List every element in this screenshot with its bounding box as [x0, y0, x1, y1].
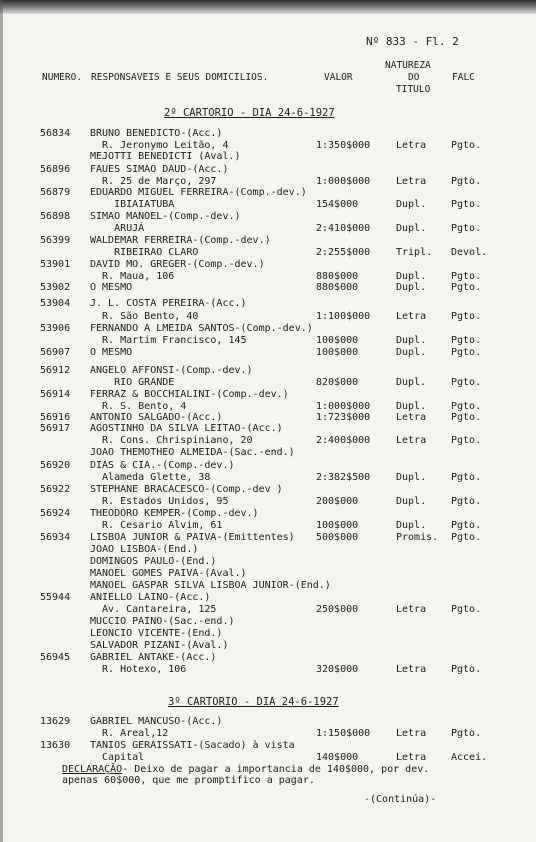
row-name: ANTONIO SALGADO-(Acc.) [90, 412, 223, 423]
row-name: BRUNO BENEDICTO-(Acc.) [90, 128, 223, 139]
row-natureza: Dupl. [396, 377, 427, 388]
row-name: R. Martim Francisco, 145 [90, 335, 247, 346]
row-falc: Pgto. [451, 223, 482, 234]
row-valor: 1:723$000 [316, 412, 371, 423]
row-name: STEPHANE BRACACESCO-(Comp.-dev ) [90, 484, 283, 495]
row-falc: Pgto. [451, 520, 482, 531]
row-falc: Pgto. [451, 472, 482, 483]
row-name: R. Areal,12 [90, 728, 169, 739]
row-natureza: Dupl. [396, 282, 427, 293]
row-number: 53902 [40, 282, 71, 293]
row-number: 56912 [40, 365, 71, 376]
row-name: DAVID MO. GREGER-(Comp.-dev.) [90, 259, 265, 270]
row-name: R. Cesario Alvim, 61 [90, 520, 223, 531]
row-name: J. L. COSTA PEREIRA-(Acc.) [90, 298, 247, 309]
row-valor: 1:100$000 [316, 311, 371, 322]
row-name: DOMINGOS PAULO-(End.) [90, 556, 217, 567]
row-number: 56934 [40, 532, 71, 543]
header-valor: VALOR [324, 72, 353, 83]
declaration-line-1 [62, 764, 429, 775]
row-name: R. Maua, 106 [90, 271, 175, 282]
row-name: ANGELO AFFONSI-(Comp.-dev.) [90, 365, 253, 376]
row-valor: 1:150$000 [316, 728, 371, 739]
row-valor: 154$000 [316, 199, 359, 210]
row-number: 56898 [40, 211, 71, 222]
row-natureza: Letra [396, 728, 427, 739]
header-do: DO [408, 72, 420, 83]
row-falc: Pgto. [451, 140, 482, 151]
row-name: R. 25 de Março, 297 [90, 176, 217, 187]
row-natureza: Dupl. [396, 520, 427, 531]
row-name: O MESMO [90, 347, 133, 358]
section-title-3-cartorio: 3º CARTORIO - DIA 24-6-1927 [168, 696, 339, 708]
row-number: 56924 [40, 508, 71, 519]
row-natureza: Letra [396, 752, 427, 763]
section-title-2-cartorio: 2º CARTORIO - DIA 24-6-1927 [164, 107, 335, 119]
row-valor: 2:410$000 [316, 223, 371, 234]
row-valor: 200$000 [316, 496, 359, 507]
row-number: 56914 [40, 389, 71, 400]
declaration-label: DECLARAÇÃO [62, 764, 123, 775]
row-name: ARUJÁ [90, 223, 145, 234]
row-falc: Devol. [451, 247, 488, 258]
row-name: LEONCIO VICENTE-(End.) [90, 628, 223, 639]
row-natureza: Promis. [396, 532, 439, 543]
row-number: 56399 [40, 235, 71, 246]
row-natureza: Letra [396, 412, 427, 423]
row-valor: 100$000 [316, 347, 359, 358]
row-name: RIBEIRAO CLARO [90, 247, 199, 258]
row-name: MANOEL GOMES PAIVA-(Aval.) [90, 568, 247, 579]
row-falc: Pgto. [451, 282, 482, 293]
row-name: R. Estados Unidos, 95 [90, 496, 229, 507]
row-falc: Pgto. [451, 532, 482, 543]
row-name: EDUARDO MIGUEL FERREIRA-(Comp.-dev.) [90, 187, 307, 198]
row-name: R. Hotexo, 106 [90, 664, 187, 675]
row-number: 56917 [40, 423, 71, 434]
row-falc: Pgto. [451, 604, 482, 615]
row-valor: 1:000$000 [316, 401, 371, 412]
row-name: LISBOA JUNIOR & PAIVA-(Emittentes) [90, 532, 295, 543]
row-falc: Pgto. [451, 412, 482, 423]
row-name: DIAS & CIA.-(Comp.-dev.) [90, 460, 235, 471]
row-falc: Pgto. [451, 335, 482, 346]
row-natureza: Tripl. [396, 247, 433, 258]
row-natureza: Dupl. [396, 199, 427, 210]
row-falc: Pgto. [451, 377, 482, 388]
row-falc: Pgto. [451, 401, 482, 412]
row-name: FAUES SIMAO DAUD-(Acc.) [90, 164, 229, 175]
header-titulo: TITULO [396, 84, 431, 95]
row-natureza: Letra [396, 176, 427, 187]
row-valor: 250$000 [316, 604, 359, 615]
row-name: ANIELLO LAINO-(Acc.) [90, 592, 211, 603]
row-natureza: Letra [396, 311, 427, 322]
row-valor: 880$000 [316, 282, 359, 293]
scan-top-edge [0, 0, 536, 14]
row-falc: Accei. [451, 752, 488, 763]
row-name: RIO GRANDE [90, 377, 175, 388]
row-number: 56907 [40, 347, 71, 358]
declaration-line-2: apenas 60$000, que me promptifico a pagar. [62, 775, 315, 786]
row-number: 13630 [40, 740, 71, 751]
row-number: 56879 [40, 187, 71, 198]
row-number: 53904 [40, 298, 71, 309]
row-number: 56916 [40, 412, 71, 423]
row-valor: 1:000$000 [316, 176, 371, 187]
row-valor: 880$000 [316, 271, 359, 282]
row-falc: Pgto. [451, 728, 482, 739]
row-name: GABRIEL MANCUSO-(Acc.) [90, 716, 223, 727]
row-name: R. São Bento, 40 [90, 311, 199, 322]
row-number: 55944 [40, 592, 71, 603]
row-natureza: Dupl. [396, 496, 427, 507]
row-valor: 2:255$000 [316, 247, 371, 258]
row-name: FERNANDO A LMEIDA SANTOS-(Comp.-dev.) [90, 323, 313, 334]
row-natureza: Dupl. [396, 271, 427, 282]
row-falc: Pgto. [451, 199, 482, 210]
row-natureza: Dupl. [396, 401, 427, 412]
row-number: 56920 [40, 460, 71, 471]
row-valor: 100$000 [316, 335, 359, 346]
declaration-text-1: - Deixo de pagar a importancia de 140$000, por dev. [122, 764, 430, 775]
row-name: O MESMO [90, 282, 133, 293]
row-name: JOAO LISBOA-(End.) [90, 544, 199, 555]
page-reference: Nº 833 - Fl. 2 [366, 35, 459, 48]
row-name: GABRIEL ANTAKE-(Acc.) [90, 652, 217, 663]
row-name: Av. Cantareira, 125 [90, 604, 217, 615]
row-falc: Pgto. [451, 664, 482, 675]
row-natureza: Dupl. [396, 223, 427, 234]
row-name: JOAO THEMOTHEO ALMEIDA-(Sac.-end.) [90, 447, 295, 458]
row-name: R. S. Bento, 4 [90, 401, 187, 412]
row-natureza: Letra [396, 435, 427, 446]
header-falc: FALC [452, 72, 475, 83]
row-name: WALDEMAR FERREIRA-(Comp.-dev.) [90, 235, 271, 246]
row-name: MUCCIO PAINO-(Sac.-end.) [90, 616, 235, 627]
row-valor: 820$000 [316, 377, 359, 388]
row-falc: Pgto. [451, 176, 482, 187]
row-number: 53906 [40, 323, 71, 334]
row-valor: 1:350$000 [316, 140, 371, 151]
row-valor: 140$000 [316, 752, 359, 763]
row-name: SIMAO MANOEL-(Comp.-dev.) [90, 211, 241, 222]
row-natureza: Dupl. [396, 472, 427, 483]
row-natureza: Dupl. [396, 335, 427, 346]
row-name: R. Jeronymo Leitão, 4 [90, 140, 229, 151]
row-name: IBIAIATUBA [90, 199, 175, 210]
row-number: 56922 [40, 484, 71, 495]
row-natureza: Letra [396, 604, 427, 615]
row-name: SALVADOR PIZANI-(Aval.) [90, 640, 229, 651]
row-number: 56896 [40, 164, 71, 175]
row-name: AGOSTINHO DA SILVA LEITAO-(Acc.) [90, 423, 283, 434]
row-natureza: Dupl. [396, 347, 427, 358]
row-valor: 320$000 [316, 664, 359, 675]
row-falc: Pgto. [451, 271, 482, 282]
row-number: 56945 [40, 652, 71, 663]
row-name: Alameda Glette, 38 [90, 472, 211, 483]
header-numero: NUMERO. [42, 72, 83, 83]
row-name: TANIOS GERAISSATI-(Sacado) à vista [90, 740, 295, 751]
row-number: 53901 [40, 259, 71, 270]
row-falc: Pgto. [451, 311, 482, 322]
row-number: 56834 [40, 128, 71, 139]
header-natureza: NATUREZA [385, 60, 431, 71]
row-number: 13629 [40, 716, 71, 727]
row-natureza: Letra [396, 140, 427, 151]
row-falc: Pgto. [451, 496, 482, 507]
row-name: Capital [90, 752, 145, 763]
row-valor: 2:400$000 [316, 435, 371, 446]
header-responsaveis: RESPONSAVEIS E SEUS DOMICILIOS. [91, 72, 269, 83]
row-falc: Pgto. [451, 347, 482, 358]
row-natureza: Letra [396, 664, 427, 675]
row-valor: 100$000 [316, 520, 359, 531]
row-name: THEODORO KEMPER-(Comp.-dev.) [90, 508, 259, 519]
row-name: FERRAZ & BOCCHIALINI-(Comp.-dev.) [90, 389, 289, 400]
row-valor: 2:382$500 [316, 472, 371, 483]
row-name: R. Cons. Chrispiniano, 20 [90, 435, 253, 446]
continua-note: -(Continúa)- [364, 794, 437, 805]
scan-left-edge [0, 0, 3, 842]
row-name: MEJOTTI BENEDICTI (Aval.) [90, 151, 241, 162]
row-valor: 500$000 [316, 532, 359, 543]
row-name: MANOEL GASPAR SILVA LISBOA JUNIOR-(End.) [90, 580, 331, 591]
row-falc: Pgto. [451, 435, 482, 446]
